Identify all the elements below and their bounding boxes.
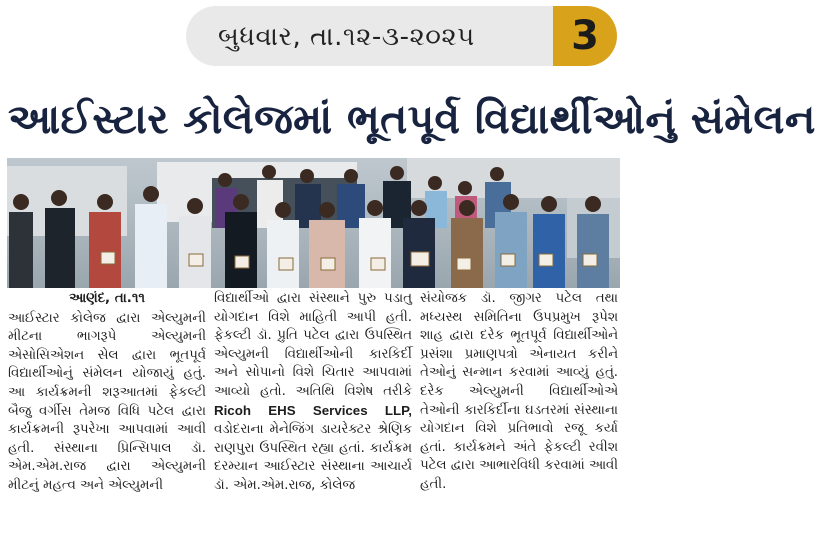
column-1-text: આઈસ્ટાર કોલેજ દ્વારા એલ્યુમની મીટના ભાગરૂપે એલ્યુમની એસોસિએશન સેલ દ્વારા ભૂતપૂર્વ વિદ્યાર્થીઓનું સંમેલન યોજાયું હતું. આ કાર્યક્રમની શરૂઆતમાં ફેકલ્ટી બૈજુ વર્ગીસ તેમજ વિધિ પટેલ દ્વારા કાર્યક્રમની રૂપરેખા આપવામાં આવી હતી. સંસ્થાના પ્રિન્સિપાલ ડૉ. એમ.એમ.રાજ દ્વારા એલ્યુમની મીટનું મહત્વ અને એલ્યુમની <box>8 310 206 493</box>
column-2-text <box>214 290 412 496</box>
article-column-3 <box>420 290 618 552</box>
column-2-text-b: વડોદરાના મેનેજિંગ ડાયરેક્ટર શ્રેણિક રાણપુરા ઉપસ્થિત રહ્યા હતાં. કાર્યક્રમ દરમ્યાન આઈસ્ટાર સંસ્થાના આચાર્ય ડૉ. એમ.એમ.રાજ, કોલેજ <box>214 422 412 493</box>
article-body <box>8 290 618 552</box>
column-2-text-a: વિદ્યાર્થીઓ દ્વારા સંસ્થાને પુરુ પડાતુ યોગદાન વિશે માહિતી આપી હતી. ફેકલ્ટી ડૉ. પ્રુતિ પટેલ દ્વારા ઉપસ્થિત એલ્યુમની વિદ્યાર્થીઓની કારકિર્દી અને સોપાનો વિશે ચિતાર આપવામાં આવ્યો હતો. અતિથિ વિશેષ તરીકે <box>214 291 412 399</box>
issue-date: બુધવાર, તા.૧૨-૩-૨૦૨૫ <box>218 22 475 52</box>
company-name: Ricoh EHS Services LLP, <box>214 402 412 418</box>
page-header <box>0 0 627 78</box>
page-number: 3 <box>571 13 599 59</box>
article-column-1 <box>8 290 206 552</box>
group-photo-illustration <box>7 158 620 288</box>
column-3-text: સંયોજક ડૉ. જીગર પટેલ તથા મધ્યસ્થ સમિતિના ઉપપ્રમુખ રૂપેશ શાહ દ્વારા દરેક ભૂતપૂર્વ વિદ્યાર્થીઓને પ્રસંશા પ્રમાણપત્રો એનાયત કરીને તેઓનું સન્માન કરવામાં આવ્યું હતું. દરેક એલ્યુમની વિદ્યાર્થીઓએ તેઓની કારકિર્દીના ઘડતરમાં સંસ્થાના યોગદાન વિશે પ્રતિભાવો રજૂ કર્યા હતાં. કાર્યક્રમને અંતે ફેકલ્ટી રવીશ પટેલ દ્વારા આભારવિધી કરવામાં આવી હતી. <box>420 291 618 492</box>
dateline: આણંદ, તા.૧૧ <box>69 291 145 306</box>
article-column-2 <box>214 290 412 552</box>
group-photo <box>7 158 620 288</box>
headline: આઈસ્ટાર કોલેજમાં ભૂતપૂર્વ વિદ્યાર્થીઓનું સંમેલન <box>8 95 816 143</box>
